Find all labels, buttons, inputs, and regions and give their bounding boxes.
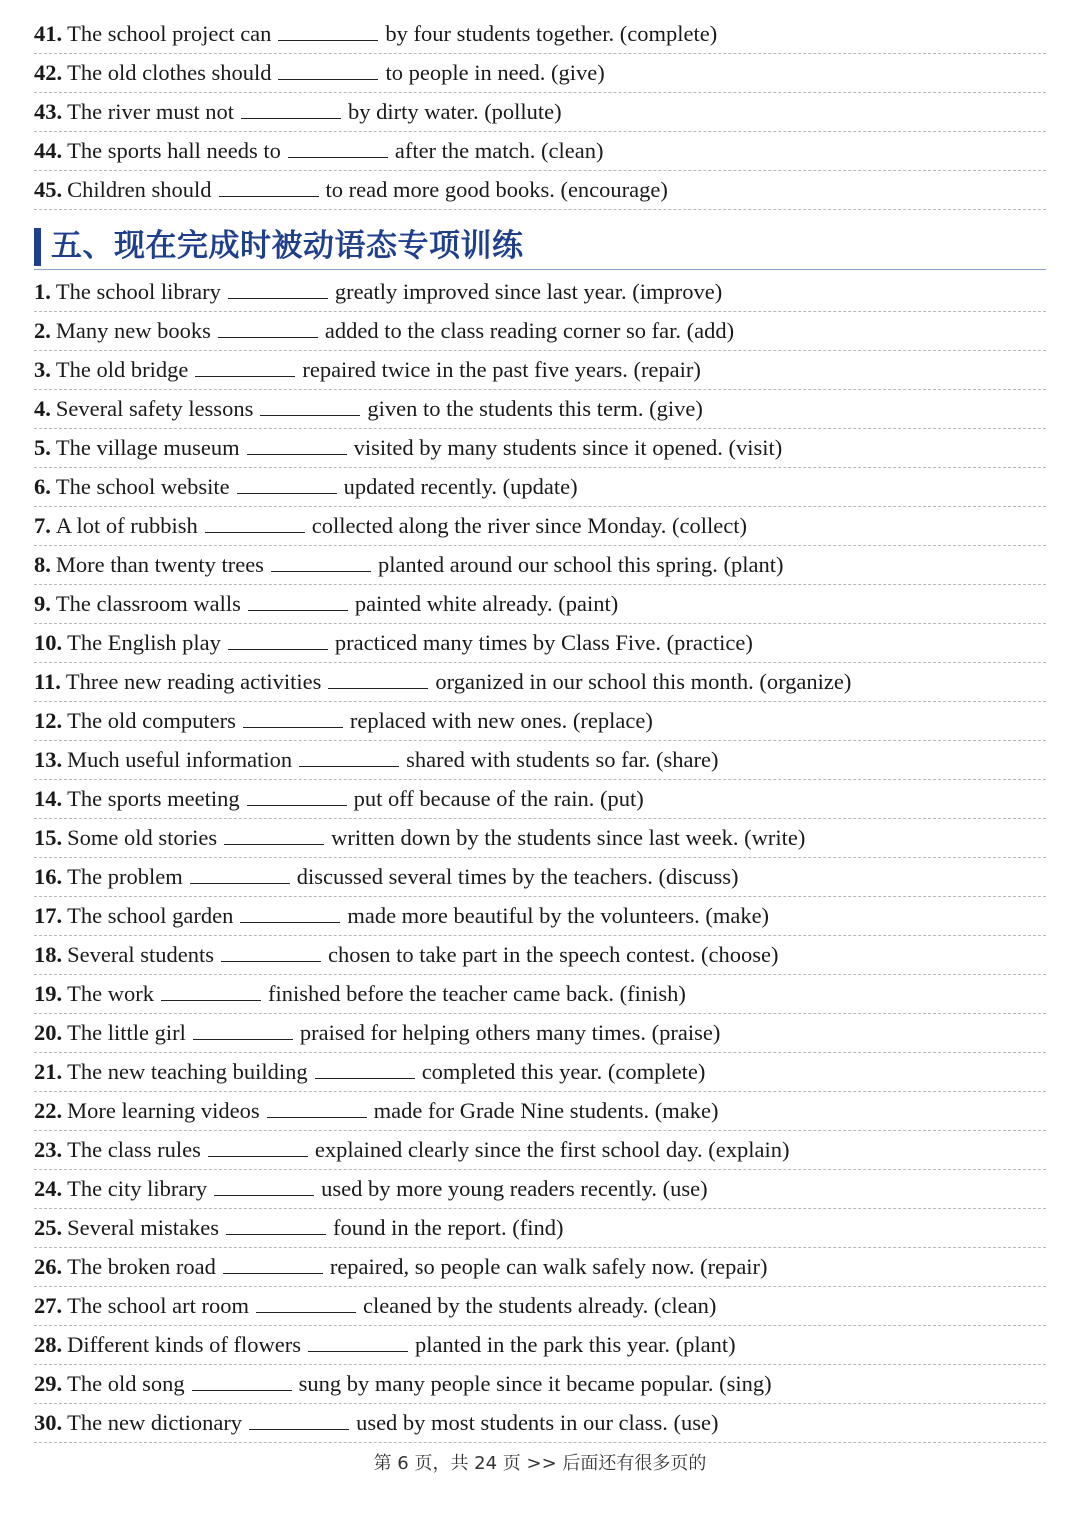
exercise-item (34, 819, 1046, 858)
exercise-item (34, 468, 1046, 507)
item-text-after: by four students together. (complete) (385, 21, 718, 46)
item-text-after: organized in our school this month. (organize) (435, 669, 852, 694)
answer-blank[interactable] (240, 902, 340, 923)
item-number: 43. (34, 99, 63, 124)
exercise-item (34, 585, 1046, 624)
answer-blank[interactable] (249, 1409, 349, 1430)
item-text-after: found in the report. (find) (332, 1215, 564, 1240)
exercise-item (34, 1092, 1046, 1131)
item-text-before: Some old stories (67, 825, 218, 850)
item-number: 4. (34, 396, 51, 421)
item-text-before: The English play (67, 630, 221, 655)
exercise-item (34, 936, 1046, 975)
exercise-item (34, 1014, 1046, 1053)
answer-blank[interactable] (248, 590, 348, 611)
answer-blank[interactable] (256, 1292, 356, 1313)
item-text-before: The school project can (67, 21, 272, 46)
answer-blank[interactable] (260, 395, 360, 416)
exercise-item (34, 1248, 1046, 1287)
exercise-item (34, 1053, 1046, 1092)
item-text-after: by dirty water. (pollute) (347, 99, 562, 124)
answer-blank[interactable] (226, 1214, 326, 1235)
exercise-item (34, 54, 1046, 93)
item-text-after: shared with students so far. (share) (406, 747, 719, 772)
answer-blank[interactable] (205, 512, 305, 533)
item-text-before: The old song (67, 1371, 185, 1396)
item-text-before: The sports meeting (67, 786, 240, 811)
exercise-item (34, 1170, 1046, 1209)
item-text-after: cleaned by the students already. (clean) (362, 1293, 717, 1318)
item-text-before: Different kinds of flowers (67, 1332, 302, 1357)
item-text-before: The new teaching building (67, 1059, 308, 1084)
item-text-after: to read more good books. (encourage) (325, 177, 668, 202)
item-number: 6. (34, 474, 51, 499)
answer-blank[interactable] (308, 1331, 408, 1352)
item-text-after: updated recently. (update) (343, 474, 578, 499)
exercise-item (34, 171, 1046, 210)
item-text-before: The broken road (67, 1254, 216, 1279)
item-number: 7. (34, 513, 51, 538)
item-number: 29. (34, 1371, 63, 1396)
item-text-after: collected along the river since Monday. (collect) (311, 513, 747, 538)
item-number: 10. (34, 630, 63, 655)
item-text-after: to people in need. (give) (385, 60, 605, 85)
item-number: 26. (34, 1254, 63, 1279)
item-number: 45. (34, 177, 63, 202)
exercise-item (34, 1131, 1046, 1170)
exercise-item (34, 741, 1046, 780)
item-text-after: chosen to take part in the speech contest. (choose) (327, 942, 779, 967)
answer-blank[interactable] (228, 629, 328, 650)
item-number: 30. (34, 1410, 63, 1435)
item-number: 27. (34, 1293, 63, 1318)
answer-blank[interactable] (221, 941, 321, 962)
item-text-after: finished before the teacher came back. (finish) (267, 981, 686, 1006)
answer-blank[interactable] (271, 551, 371, 572)
exercise-item (34, 132, 1046, 171)
item-number: 42. (34, 60, 63, 85)
item-text-before: The sports hall needs to (67, 138, 281, 163)
answer-blank[interactable] (218, 317, 318, 338)
exercise-item (34, 93, 1046, 132)
item-text-before: A lot of rubbish (55, 513, 198, 538)
item-text-before: Several mistakes (67, 1215, 219, 1240)
answer-blank[interactable] (190, 863, 290, 884)
item-number: 8. (34, 552, 51, 577)
item-number: 15. (34, 825, 63, 850)
item-text-after: given to the students this term. (give) (367, 396, 703, 421)
item-number: 28. (34, 1332, 63, 1357)
answer-blank[interactable] (243, 707, 343, 728)
answer-blank[interactable] (267, 1097, 367, 1118)
item-number: 18. (34, 942, 63, 967)
item-text-before: The class rules (67, 1137, 201, 1162)
answer-blank[interactable] (247, 785, 347, 806)
item-text-before: The school website (55, 474, 230, 499)
item-text-after: repaired twice in the past five years. (repair) (302, 357, 701, 382)
answer-blank[interactable] (223, 1253, 323, 1274)
item-text-after: added to the class reading corner so far. (add) (324, 318, 735, 343)
item-text-before: Several students (67, 942, 214, 967)
answer-blank[interactable] (328, 668, 428, 689)
answer-blank[interactable] (214, 1175, 314, 1196)
answer-blank[interactable] (315, 1058, 415, 1079)
exercise-item (34, 624, 1046, 663)
answer-blank[interactable] (237, 473, 337, 494)
item-text-after: greatly improved since last year. (improve) (334, 279, 723, 304)
answer-blank[interactable] (224, 824, 324, 845)
exercise-item (34, 546, 1046, 585)
answer-blank[interactable] (247, 434, 347, 455)
item-text-after: praised for helping others many times. (praise) (299, 1020, 721, 1045)
item-text-after: made more beautiful by the volunteers. (make) (347, 903, 770, 928)
item-number: 19. (34, 981, 63, 1006)
item-text-before: The village museum (55, 435, 240, 460)
exercise-item (34, 780, 1046, 819)
item-text-before: The little girl (67, 1020, 186, 1045)
exercise-item (34, 390, 1046, 429)
item-text-before: Much useful information (67, 747, 293, 772)
item-text-before: The school garden (67, 903, 234, 928)
item-number: 12. (34, 708, 63, 733)
item-text-before: The school art room (67, 1293, 249, 1318)
exercise-item (34, 351, 1046, 390)
item-text-before: The problem (67, 864, 183, 889)
item-text-before: Children should (67, 177, 212, 202)
item-text-before: More than twenty trees (55, 552, 264, 577)
item-text-after: planted around our school this spring. (plant) (377, 552, 784, 577)
answer-blank[interactable] (195, 356, 295, 377)
exercise-item (34, 429, 1046, 468)
item-text-after: practiced many times by Class Five. (practice) (334, 630, 753, 655)
answer-blank[interactable] (193, 1019, 293, 1040)
exercise-item (34, 507, 1046, 546)
answer-blank[interactable] (208, 1136, 308, 1157)
item-text-after: put off because of the rain. (put) (353, 786, 644, 811)
item-text-after: painted white already. (paint) (354, 591, 619, 616)
item-text-after: written down by the students since last week. (write) (331, 825, 806, 850)
item-text-after: sung by many people since it became popular. (sing) (298, 1371, 772, 1396)
exercise-item (34, 702, 1046, 741)
answer-blank[interactable] (161, 980, 261, 1001)
item-text-before: The school library (55, 279, 221, 304)
item-text-before: More learning videos (67, 1098, 260, 1123)
section-header (34, 222, 1046, 270)
exercise-item (34, 858, 1046, 897)
item-text-before: The old computers (67, 708, 236, 733)
item-text-before: Three new reading activities (65, 669, 322, 694)
item-text-before: The river must not (67, 99, 234, 124)
item-number: 25. (34, 1215, 63, 1240)
answer-blank[interactable] (288, 137, 388, 158)
item-number: 24. (34, 1176, 63, 1201)
item-number: 14. (34, 786, 63, 811)
item-text-after: replaced with new ones. (replace) (349, 708, 653, 733)
item-number: 3. (34, 357, 51, 382)
section-accent-bar (34, 228, 41, 266)
exercise-item (34, 663, 1046, 702)
item-number: 1. (34, 279, 51, 304)
exercise-item (34, 975, 1046, 1014)
item-number: 23. (34, 1137, 63, 1162)
exercise-item (34, 273, 1046, 312)
item-text-before: The old clothes should (67, 60, 272, 85)
item-number: 17. (34, 903, 63, 928)
exercise-item (34, 1287, 1046, 1326)
item-number: 21. (34, 1059, 63, 1084)
item-text-after: after the match. (clean) (394, 138, 604, 163)
item-text-after: discussed several times by the teachers. (discuss) (296, 864, 739, 889)
exercise-item (34, 15, 1046, 54)
answer-blank[interactable] (228, 278, 328, 299)
item-text-before: The work (67, 981, 154, 1006)
section-title: 五、现在完成时被动语态专项训练 (51, 228, 524, 264)
item-text-before: Several safety lessons (55, 396, 254, 421)
answer-blank[interactable] (192, 1370, 292, 1391)
item-number: 9. (34, 591, 51, 616)
item-number: 2. (34, 318, 51, 343)
item-text-after: repaired, so people can walk safely now. (repair) (329, 1254, 768, 1279)
item-number: 22. (34, 1098, 63, 1123)
item-text-before: The city library (67, 1176, 208, 1201)
item-text-after: planted in the park this year. (plant) (415, 1332, 736, 1357)
answer-blank[interactable] (241, 98, 341, 119)
item-text-after: used by more young readers recently. (use) (321, 1176, 708, 1201)
exercise-item (34, 897, 1046, 936)
page-footer: 第 6 页，共 24 页 >> 后面还有很多页的 (373, 1453, 707, 1474)
item-number: 16. (34, 864, 63, 889)
item-number: 41. (34, 21, 63, 46)
item-text-after: completed this year. (complete) (421, 1059, 706, 1084)
item-number: 5. (34, 435, 51, 460)
item-text-after: used by most students in our class. (use) (356, 1410, 719, 1435)
item-number: 13. (34, 747, 63, 772)
item-text-before: The classroom walls (55, 591, 241, 616)
item-text-before: The old bridge (55, 357, 189, 382)
item-number: 20. (34, 1020, 63, 1045)
exercise-item (34, 1326, 1046, 1365)
exercise-item (34, 1404, 1046, 1443)
answer-blank[interactable] (278, 59, 378, 80)
answer-blank[interactable] (219, 176, 319, 197)
answer-blank[interactable] (278, 20, 378, 41)
answer-blank[interactable] (299, 746, 399, 767)
item-text-after: explained clearly since the first school day. (explain) (314, 1137, 790, 1162)
item-text-after: made for Grade Nine students. (make) (373, 1098, 719, 1123)
exercise-item (34, 1365, 1046, 1404)
item-number: 44. (34, 138, 63, 163)
item-text-before: The new dictionary (67, 1410, 243, 1435)
exercise-item (34, 1209, 1046, 1248)
item-text-before: Many new books (55, 318, 211, 343)
item-text-after: visited by many students since it opened. (visit) (353, 435, 783, 460)
item-number: 11. (34, 669, 61, 694)
exercise-item (34, 312, 1046, 351)
